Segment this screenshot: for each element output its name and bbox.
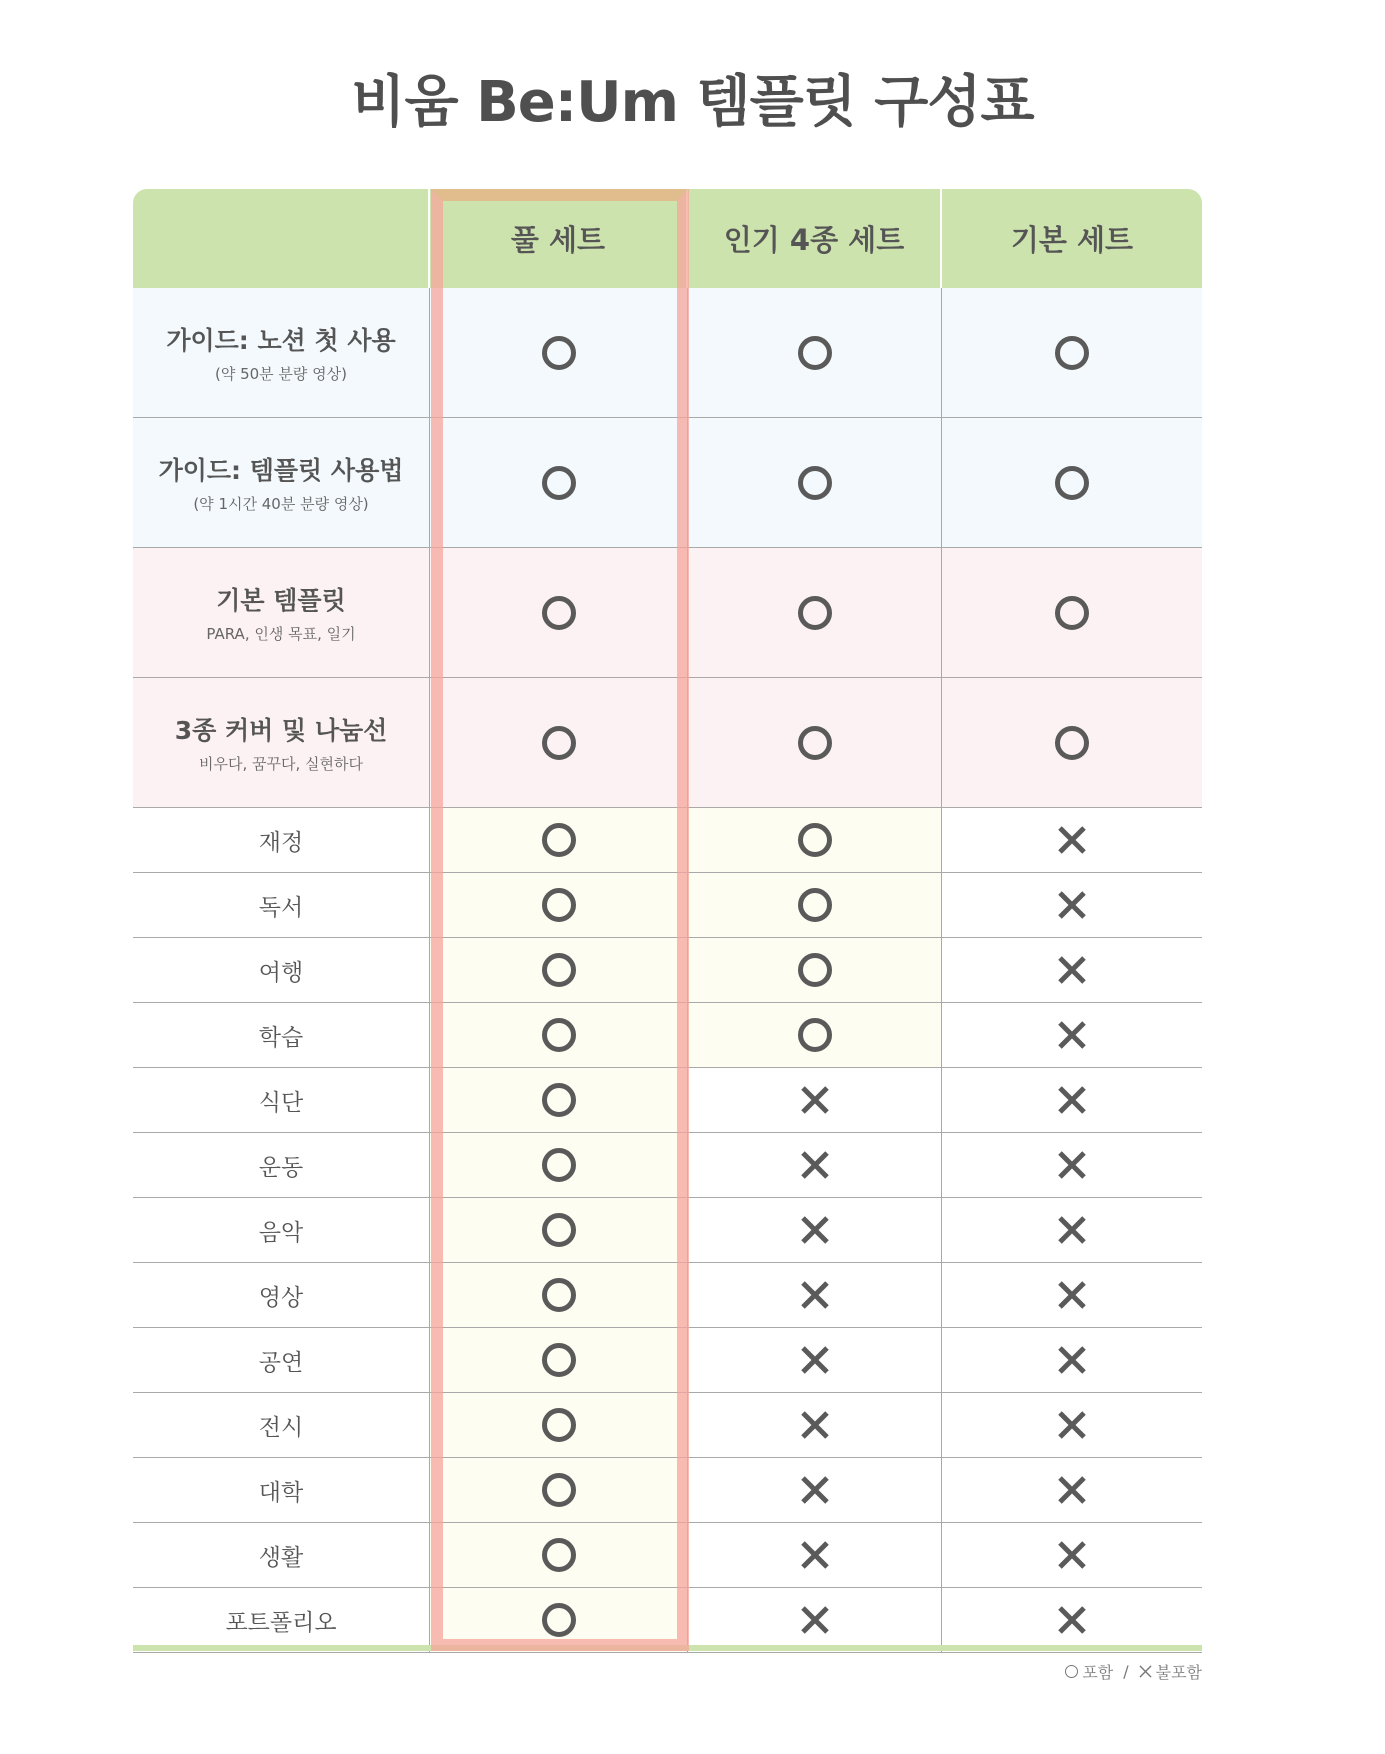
row-label-sub: (약 50분 분량 영상) [214, 365, 348, 383]
cross-icon [1056, 1474, 1088, 1506]
row-label-text: 포트폴리오 [225, 1609, 337, 1636]
row-label-sub: 비우다, 꿈꾸다, 실현하다 [199, 755, 363, 773]
cell-popular-4-set [688, 418, 942, 547]
cell-popular-4-set [688, 1458, 942, 1522]
cell-full-set [430, 548, 688, 677]
cross-icon [799, 1604, 831, 1636]
row-label-sub: PARA, 인생 목표, 일기 [206, 625, 356, 643]
row-label [133, 418, 430, 547]
circle-icon [542, 1148, 576, 1182]
cell-full-set [430, 1068, 688, 1132]
row-label-sub: (약 1시간 40분 분량 영상) [193, 495, 369, 513]
table-row [133, 1003, 1202, 1068]
table-row [133, 1393, 1202, 1458]
header-full-set: 풀 세트 [430, 189, 688, 288]
circle-icon [542, 888, 576, 922]
cell-popular-4-set [688, 1133, 942, 1197]
cell-popular-4-set [688, 678, 942, 807]
circle-icon [542, 1343, 576, 1377]
circle-icon [542, 466, 576, 500]
cross-icon [799, 1474, 831, 1506]
table-row [133, 548, 1202, 678]
row-label-text: 음악 [258, 1219, 304, 1246]
row-label-text: 대학 [258, 1479, 304, 1506]
cell-popular-4-set [688, 1068, 942, 1132]
circle-icon [542, 953, 576, 987]
row-label-text: 학습 [258, 1024, 304, 1051]
circle-icon [798, 953, 832, 987]
cell-full-set [430, 1003, 688, 1067]
table-row [133, 1198, 1202, 1263]
cell-popular-4-set [688, 1588, 942, 1652]
cell-basic-set [942, 1523, 1202, 1587]
cell-full-set [430, 1523, 688, 1587]
row-label [133, 548, 430, 677]
row-label [133, 808, 430, 872]
cross-icon [1056, 1409, 1088, 1441]
table-bottom-bar [133, 1645, 1202, 1651]
cross-icon [1056, 1539, 1088, 1571]
circle-icon [542, 1018, 576, 1052]
circle-icon [1065, 1665, 1078, 1678]
row-label-text: 영상 [258, 1284, 304, 1311]
circle-icon [798, 336, 832, 370]
cross-icon [1056, 1019, 1088, 1051]
circle-icon [542, 1278, 576, 1312]
circle-icon [1055, 466, 1089, 500]
cross-icon [799, 1214, 831, 1246]
row-label [133, 288, 430, 417]
cell-full-set [430, 873, 688, 937]
cell-basic-set [942, 1263, 1202, 1327]
cell-popular-4-set [688, 1523, 942, 1587]
cell-full-set [430, 808, 688, 872]
legend-excluded: 불포함 [1155, 1663, 1202, 1682]
cell-basic-set [942, 1328, 1202, 1392]
header-popular-4-set: 인기 4종 세트 [688, 189, 942, 288]
cell-basic-set [942, 418, 1202, 547]
cell-full-set [430, 1328, 688, 1392]
circle-icon [542, 726, 576, 760]
cell-popular-4-set [688, 1263, 942, 1327]
cross-icon [1056, 1084, 1088, 1116]
cross-icon [1056, 1344, 1088, 1376]
circle-icon [798, 726, 832, 760]
cell-full-set [430, 418, 688, 547]
cross-icon [1056, 1279, 1088, 1311]
cell-popular-4-set [688, 1393, 942, 1457]
row-label [133, 1263, 430, 1327]
cross-icon [799, 1149, 831, 1181]
header-empty [133, 189, 430, 288]
cell-full-set [430, 678, 688, 807]
table-row [133, 1068, 1202, 1133]
circle-icon [798, 596, 832, 630]
cell-basic-set [942, 938, 1202, 1002]
row-label [133, 1588, 430, 1652]
table-body [133, 288, 1202, 1653]
circle-icon [798, 888, 832, 922]
cell-popular-4-set [688, 288, 942, 417]
cell-basic-set [942, 678, 1202, 807]
cell-full-set [430, 1133, 688, 1197]
table-row [133, 1588, 1202, 1653]
table-row [133, 873, 1202, 938]
cross-icon [1139, 1665, 1152, 1678]
cross-icon [1056, 1214, 1088, 1246]
cell-popular-4-set [688, 938, 942, 1002]
circle-icon [542, 1538, 576, 1572]
cell-popular-4-set [688, 1003, 942, 1067]
cell-basic-set [942, 1133, 1202, 1197]
cell-basic-set [942, 1393, 1202, 1457]
row-label-text: 여행 [258, 959, 304, 986]
cross-icon [799, 1409, 831, 1441]
cell-basic-set [942, 288, 1202, 417]
row-label [133, 1328, 430, 1392]
circle-icon [1055, 336, 1089, 370]
cell-popular-4-set [688, 548, 942, 677]
cell-full-set [430, 1393, 688, 1457]
row-label-text: 생활 [258, 1544, 304, 1571]
row-label-text: 전시 [258, 1414, 304, 1441]
legend-separator: / [1123, 1662, 1129, 1681]
row-label-text: 독서 [258, 894, 304, 921]
row-label [133, 873, 430, 937]
table-row [133, 938, 1202, 1003]
cell-popular-4-set [688, 1198, 942, 1262]
cell-basic-set [942, 548, 1202, 677]
table-row [133, 1263, 1202, 1328]
row-label-main: 가이드: 템플릿 사용법 [158, 456, 404, 485]
row-label [133, 678, 430, 807]
circle-icon [1055, 726, 1089, 760]
circle-icon [542, 1603, 576, 1637]
table-row [133, 288, 1202, 418]
cell-full-set [430, 1263, 688, 1327]
circle-icon [1055, 596, 1089, 630]
circle-icon [798, 823, 832, 857]
row-label [133, 1458, 430, 1522]
row-label [133, 1198, 430, 1262]
cross-icon [799, 1539, 831, 1571]
cell-basic-set [942, 1588, 1202, 1652]
cell-popular-4-set [688, 873, 942, 937]
circle-icon [542, 336, 576, 370]
row-label [133, 938, 430, 1002]
circle-icon [542, 823, 576, 857]
circle-icon [798, 1018, 832, 1052]
cell-basic-set [942, 873, 1202, 937]
row-label-text: 식단 [258, 1089, 304, 1116]
row-label [133, 1523, 430, 1587]
cell-full-set [430, 1588, 688, 1652]
row-label-main: 가이드: 노션 첫 사용 [166, 326, 396, 355]
cross-icon [1056, 824, 1088, 856]
circle-icon [542, 1408, 576, 1442]
cell-basic-set [942, 1003, 1202, 1067]
circle-icon [542, 1213, 576, 1247]
cross-icon [799, 1279, 831, 1311]
table-row [133, 1328, 1202, 1393]
table-row [133, 1133, 1202, 1198]
comparison-table [133, 189, 1202, 1653]
cell-basic-set [942, 1068, 1202, 1132]
cell-popular-4-set [688, 808, 942, 872]
legend-included: 포함 [1082, 1663, 1114, 1682]
cross-icon [1056, 889, 1088, 921]
cross-icon [1056, 1149, 1088, 1181]
circle-icon [798, 466, 832, 500]
table-row [133, 1458, 1202, 1523]
legend [1065, 1660, 1202, 1683]
row-label-text: 공연 [258, 1349, 304, 1376]
row-label [133, 1003, 430, 1067]
cell-basic-set [942, 1198, 1202, 1262]
cell-full-set [430, 288, 688, 417]
cell-popular-4-set [688, 1328, 942, 1392]
circle-icon [542, 1083, 576, 1117]
header-basic-set: 기본 세트 [1010, 223, 1134, 257]
table-row [133, 808, 1202, 873]
cell-full-set [430, 938, 688, 1002]
row-label [133, 1133, 430, 1197]
table-row [133, 1523, 1202, 1588]
row-label-text: 재정 [258, 829, 304, 856]
cell-basic-set [942, 808, 1202, 872]
table-row [133, 678, 1202, 808]
row-label-main: 3종 커버 및 나눔선 [174, 716, 388, 745]
cross-icon [1056, 954, 1088, 986]
cell-basic-set [942, 1458, 1202, 1522]
page-title: 비움 Be:Um 템플릿 구성표 [351, 70, 1034, 135]
cross-icon [799, 1084, 831, 1116]
cell-full-set [430, 1458, 688, 1522]
cross-icon [1056, 1604, 1088, 1636]
row-label-main: 기본 템플릿 [216, 586, 346, 615]
table-row [133, 418, 1202, 548]
table-header [133, 189, 1202, 288]
row-label-text: 운동 [258, 1154, 304, 1181]
cross-icon [799, 1344, 831, 1376]
circle-icon [542, 596, 576, 630]
circle-icon [542, 1473, 576, 1507]
cell-full-set [430, 1198, 688, 1262]
row-label [133, 1393, 430, 1457]
row-label [133, 1068, 430, 1132]
